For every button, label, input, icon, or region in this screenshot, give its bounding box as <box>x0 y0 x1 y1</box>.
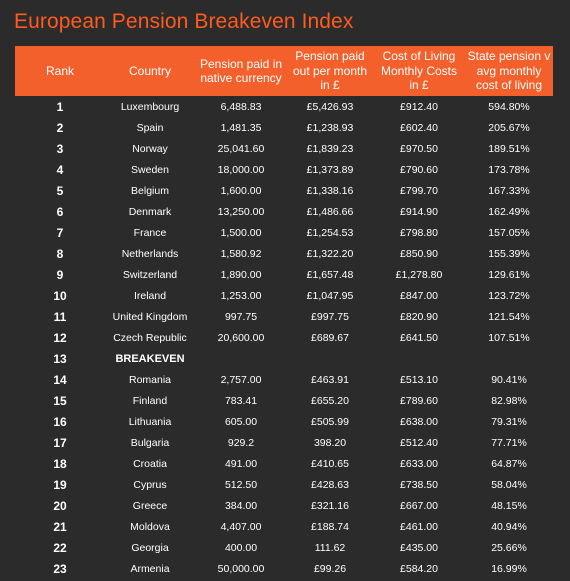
cell-pension-native: 20,600.00 <box>217 331 265 344</box>
cell-cost-of-living: £914.90 <box>400 205 438 218</box>
cell-pension-native: 783.41 <box>224 394 258 407</box>
cell-pension-gbp <box>287 348 373 369</box>
cell-country: United Kingdom <box>112 310 188 323</box>
cell-ratio: 121.54% <box>488 310 530 323</box>
cell-rank: 4 <box>56 162 64 177</box>
cell-rank: 20 <box>53 498 67 513</box>
cell-cost-of-living: £602.40 <box>400 121 438 134</box>
cell-pension-gbp: £997.75 <box>311 310 349 323</box>
table-row <box>15 348 553 369</box>
cell-country: Bulgaria <box>130 436 170 449</box>
cell-rank: 21 <box>53 519 67 534</box>
table-header-row <box>15 46 553 96</box>
cell-rank: 16 <box>53 414 67 429</box>
table-row <box>15 390 553 411</box>
cell-pension-native <box>195 348 287 369</box>
header-pension-native: Pension paid in native currency <box>195 46 287 96</box>
cell-ratio: 189.51% <box>488 142 530 155</box>
header-country: Country <box>105 46 195 96</box>
cell-rank: 23 <box>53 561 67 576</box>
cell-rank: 10 <box>53 288 67 303</box>
cell-pension-native: 1,890.00 <box>220 268 262 281</box>
table-row <box>15 453 553 474</box>
cell-ratio: 58.04% <box>491 478 527 491</box>
cell-pension-gbp: £1,338.16 <box>306 184 354 197</box>
cell-country: Armenia <box>130 562 170 575</box>
cell-cost-of-living: £789.60 <box>400 394 438 407</box>
cell-cost-of-living: £512.40 <box>400 436 438 449</box>
cell-pension-native: 13,250.00 <box>217 205 265 218</box>
cell-pension-native: 25,041.60 <box>217 142 265 155</box>
cell-ratio: 123.72% <box>488 289 530 302</box>
cell-ratio: 173.78% <box>488 163 530 176</box>
cell-pension-native: 2,757.00 <box>220 373 262 386</box>
cell-country: Croatia <box>133 457 167 470</box>
cell-ratio: 40.94% <box>491 520 527 533</box>
table-row <box>15 306 553 327</box>
table-row <box>15 138 553 159</box>
pension-table <box>15 46 553 579</box>
cell-rank: 3 <box>56 141 64 156</box>
cell-rank: 15 <box>53 393 67 408</box>
cell-pension-native: 491.00 <box>224 457 258 470</box>
cell-pension-gbp: £1,254.53 <box>306 226 354 239</box>
cell-rank: 9 <box>56 267 64 282</box>
cell-pension-gbp: £655.20 <box>311 394 349 407</box>
header-pension-gbp: Pension paid out per month in £ <box>287 46 373 96</box>
cell-cost-of-living: £912.40 <box>400 100 438 113</box>
table-row <box>15 474 553 495</box>
cell-pension-gbp: £410.65 <box>311 457 349 470</box>
cell-cost-of-living: £790.60 <box>400 163 438 176</box>
cell-cost-of-living: £850.90 <box>400 247 438 260</box>
table-row <box>15 495 553 516</box>
header-cost-of-living: Cost of Living Monthly Costs in £ <box>373 46 465 96</box>
cell-ratio: 107.51% <box>488 331 530 344</box>
cell-country: France <box>133 226 167 239</box>
cell-pension-native: 1,253.00 <box>220 289 262 302</box>
table-body <box>15 96 553 579</box>
cell-pension-gbp: £1,657.48 <box>306 268 354 281</box>
cell-ratio: 79.31% <box>491 415 527 428</box>
cell-ratio: 594.80% <box>488 100 530 113</box>
cell-cost-of-living: £461.00 <box>400 520 438 533</box>
cell-pension-gbp: £5,426.93 <box>306 100 354 113</box>
cell-cost-of-living: £513.10 <box>400 373 438 386</box>
cell-ratio: 77.71% <box>491 436 527 449</box>
cell-pension-native: 1,580.92 <box>220 247 262 260</box>
cell-cost-of-living: £738.50 <box>400 478 438 491</box>
cell-rank: 12 <box>53 330 67 345</box>
cell-rank: 19 <box>53 477 67 492</box>
table-row <box>15 201 553 222</box>
cell-country: Cyprus <box>133 478 167 491</box>
cell-cost-of-living: £641.50 <box>400 331 438 344</box>
cell-ratio: 82.98% <box>491 394 527 407</box>
cell-cost-of-living: £798.80 <box>400 226 438 239</box>
cell-country: Norway <box>132 142 168 155</box>
table-row <box>15 96 553 117</box>
cell-country: Switzerland <box>122 268 178 281</box>
table-row <box>15 264 553 285</box>
cell-ratio: 48.15% <box>491 499 527 512</box>
cell-pension-native: 400.00 <box>224 541 258 554</box>
table-row <box>15 117 553 138</box>
table-row <box>15 537 553 558</box>
cell-pension-native: 605.00 <box>224 415 258 428</box>
cell-pension-gbp: 398.20 <box>313 436 347 449</box>
cell-ratio: 129.61% <box>488 268 530 281</box>
cell-pension-gbp: £1,047.95 <box>306 289 354 302</box>
cell-pension-gbp: £1,238.93 <box>306 121 354 134</box>
cell-cost-of-living: £584.20 <box>400 562 438 575</box>
page-title: European Pension Breakeven Index <box>14 10 354 33</box>
cell-cost-of-living: £970.50 <box>400 142 438 155</box>
table-row <box>15 180 553 201</box>
cell-pension-native: 50,000.00 <box>217 562 265 575</box>
cell-cost-of-living: £847.00 <box>400 289 438 302</box>
cell-ratio: 157.05% <box>488 226 530 239</box>
cell-rank: 22 <box>53 540 67 555</box>
cell-pension-gbp: £463.91 <box>311 373 349 386</box>
cell-ratio: 64.87% <box>491 457 527 470</box>
cell-pension-gbp: £1,839.23 <box>306 142 354 155</box>
table-row <box>15 432 553 453</box>
cell-cost-of-living: £820.90 <box>400 310 438 323</box>
cell-ratio: 167.33% <box>488 184 530 197</box>
cell-cost-of-living: £1,278.80 <box>395 268 443 281</box>
cell-ratio <box>465 348 553 369</box>
cell-country: Romania <box>128 373 172 386</box>
table-row <box>15 285 553 306</box>
cell-ratio: 25.66% <box>491 541 527 554</box>
cell-rank: 5 <box>56 183 64 198</box>
cell-country: Netherlands <box>121 247 179 260</box>
cell-rank: 13 <box>53 351 67 366</box>
table-row <box>15 222 553 243</box>
cell-rank: 14 <box>53 372 67 387</box>
cell-pension-gbp: £1,322.20 <box>306 247 354 260</box>
cell-ratio: 155.39% <box>488 247 530 260</box>
table-row <box>15 411 553 432</box>
cell-country: Czech Republic <box>113 331 187 344</box>
cell-cost-of-living: £638.00 <box>400 415 438 428</box>
cell-pension-native: 929.2 <box>227 436 255 449</box>
table-row <box>15 159 553 180</box>
header-rank: Rank <box>15 46 105 96</box>
cell-country: Denmark <box>128 205 172 218</box>
cell-pension-gbp: 111.62 <box>314 541 346 554</box>
cell-pension-native: 512.50 <box>224 478 258 491</box>
cell-pension-native: 4,407.00 <box>220 520 262 533</box>
cell-country: Finland <box>132 394 168 407</box>
cell-cost-of-living: £667.00 <box>400 499 438 512</box>
table-row <box>15 558 553 579</box>
cell-country: Spain <box>136 121 164 134</box>
cell-pension-native: 1,500.00 <box>220 226 262 239</box>
cell-rank: 2 <box>56 120 64 135</box>
cell-country: Georgia <box>131 541 169 554</box>
cell-ratio: 162.49% <box>488 205 530 218</box>
cell-pension-native: 1,481.35 <box>220 121 262 134</box>
cell-ratio: 90.41% <box>491 373 527 386</box>
cell-pension-native: 18,000.00 <box>217 163 265 176</box>
cell-country: Moldova <box>130 520 170 533</box>
cell-country: Sweden <box>131 163 169 176</box>
cell-rank: 1 <box>56 99 64 114</box>
cell-ratio: 16.99% <box>491 562 527 575</box>
cell-cost-of-living: £799.70 <box>400 184 438 197</box>
cell-rank: 6 <box>56 204 64 219</box>
cell-rank: 7 <box>56 225 64 240</box>
table-row <box>15 243 553 264</box>
cell-country: BREAKEVEN <box>115 352 185 365</box>
cell-cost-of-living: £435.00 <box>400 541 438 554</box>
cell-ratio: 205.67% <box>488 121 530 134</box>
cell-rank: 17 <box>53 435 67 450</box>
cell-country: Luxembourg <box>120 100 180 113</box>
cell-cost-of-living: £633.00 <box>400 457 438 470</box>
cell-rank: 8 <box>56 246 64 261</box>
cell-pension-native: 6,488.83 <box>220 100 262 113</box>
cell-country: Greece <box>132 499 168 512</box>
cell-pension-gbp: £99.26 <box>313 562 347 575</box>
cell-pension-gbp: £428.63 <box>311 478 349 491</box>
header-ratio: State pension v avg monthly cost of living <box>465 46 553 96</box>
cell-country: Ireland <box>133 289 167 302</box>
cell-pension-native: 1,600.00 <box>220 184 262 197</box>
cell-pension-native: 997.75 <box>224 310 258 323</box>
cell-cost-of-living <box>373 348 465 369</box>
cell-rank: 11 <box>53 309 67 324</box>
cell-pension-gbp: £1,486.66 <box>306 205 354 218</box>
cell-pension-gbp: £188.74 <box>311 520 349 533</box>
cell-pension-gbp: £505.99 <box>311 415 349 428</box>
cell-rank: 18 <box>53 456 67 471</box>
cell-country: Belgium <box>131 184 169 197</box>
cell-pension-gbp: £321.16 <box>311 499 349 512</box>
cell-country: Lithuania <box>128 415 172 428</box>
cell-pension-gbp: £689.67 <box>311 331 349 344</box>
table-row <box>15 369 553 390</box>
cell-pension-gbp: £1,373.89 <box>306 163 354 176</box>
table-row <box>15 327 553 348</box>
table-row <box>15 516 553 537</box>
cell-pension-native: 384.00 <box>224 499 258 512</box>
